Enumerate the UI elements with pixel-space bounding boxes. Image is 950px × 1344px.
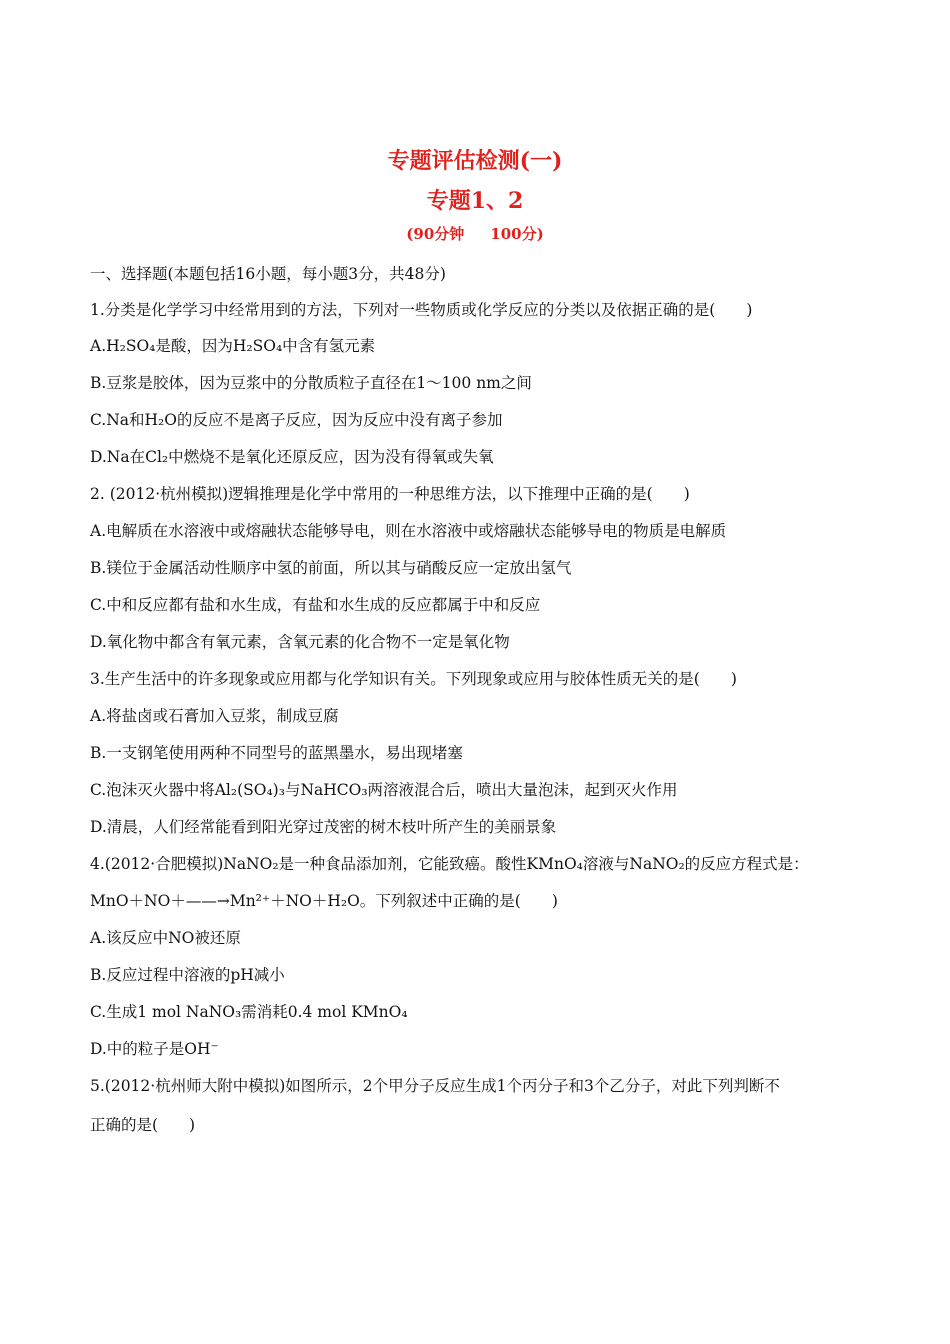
question-2-option-a: A.电解质在水溶液中或熔融状态能够导电，则在水溶液中或熔融状态能够导电的物质是电解质 (90, 522, 727, 540)
question-4-option-b: B.反应过程中溶液的pH减小 (90, 966, 285, 984)
question-2-stem: 2. (2012·杭州模拟)逻辑推理是化学中常用的一种思维方法，以下推理中正确的是( ) (90, 485, 690, 503)
question-1-option-c: C.Na和H₂O的反应不是离子反应，因为反应中没有离子参加 (90, 411, 503, 429)
exam-meta (0, 223, 950, 244)
question-4-option-d: D.中的粒子是OH⁻ (90, 1040, 219, 1058)
question-3-option-c: C.泡沫灭火器中将Al₂(SO₄)₃与NaHCO₃两溶液混合后，喷出大量泡沫，起到灭火作用 (90, 781, 678, 799)
question-1-stem: 1.分类是化学学习中经常用到的方法，下列对一些物质或化学反应的分类以及依据正确的是( ) (90, 301, 753, 319)
question-4-stem: 4.(2012·合肥模拟)NaNO₂是一种食品添加剂，它能致癌。酸性KMnO₄溶液与NaNO₂的反应方程式是： (90, 855, 809, 873)
question-3-option-b: B.一支钢笔使用两种不同型号的蓝黑墨水，易出现堵塞 (90, 744, 463, 762)
question-5-stem: 5.(2012·杭州师大附中模拟)如图所示，2个甲分子反应生成1个丙分子和3个乙分子，对此下列判断不 (90, 1077, 780, 1095)
question-2-option-d: D.氧化物中都含有氧元素，含氧元素的化合物不一定是氧化物 (90, 633, 510, 651)
page-subtitle: 专题1、2 (426, 188, 524, 214)
question-2-option-b: B.镁位于金属活动性顺序中氢的前面，所以其与硝酸反应一定放出氢气 (90, 559, 572, 577)
question-5-stem-continued: 正确的是( ) (90, 1116, 196, 1134)
section-heading: 一、选择题(本题包括16小题，每小题3分，共48分) (90, 265, 446, 283)
question-1-option-b: B.豆浆是胶体，因为豆浆中的分散质粒子直径在1～100 nm之间 (90, 374, 532, 392)
question-3-stem: 3.生产生活中的许多现象或应用都与化学知识有关。下列现象或应用与胶体性质无关的是( ) (90, 670, 737, 688)
question-1-option-d: D.Na在Cl₂中燃烧不是氧化还原反应，因为没有得氧或失氧 (90, 448, 494, 466)
question-3-option-d: D.清晨，人们经常能看到阳光穿过茂密的树木枝叶所产生的美丽景象 (90, 818, 557, 836)
question-1-option-a: A.H₂SO₄是酸，因为H₂SO₄中含有氢元素 (90, 337, 376, 355)
page-title: 专题评估检测(一) (387, 148, 563, 174)
question-2-option-c: C.中和反应都有盐和水生成，有盐和水生成的反应都属于中和反应 (90, 596, 541, 614)
question-4-equation: MnO＋NO＋——→Mn²⁺＋NO＋H₂O。下列叙述中正确的是( ) (90, 892, 558, 910)
question-4-option-a: A.该反应中NO被还原 (90, 929, 241, 947)
question-4-option-c: C.生成1 mol NaNO₃需消耗0.4 mol KMnO₄ (90, 1003, 408, 1021)
exam-score: 100分) (490, 225, 544, 243)
exam-time: (90分钟 (406, 225, 465, 243)
question-3-option-a: A.将盐卤或石膏加入豆浆，制成豆腐 (90, 707, 339, 725)
